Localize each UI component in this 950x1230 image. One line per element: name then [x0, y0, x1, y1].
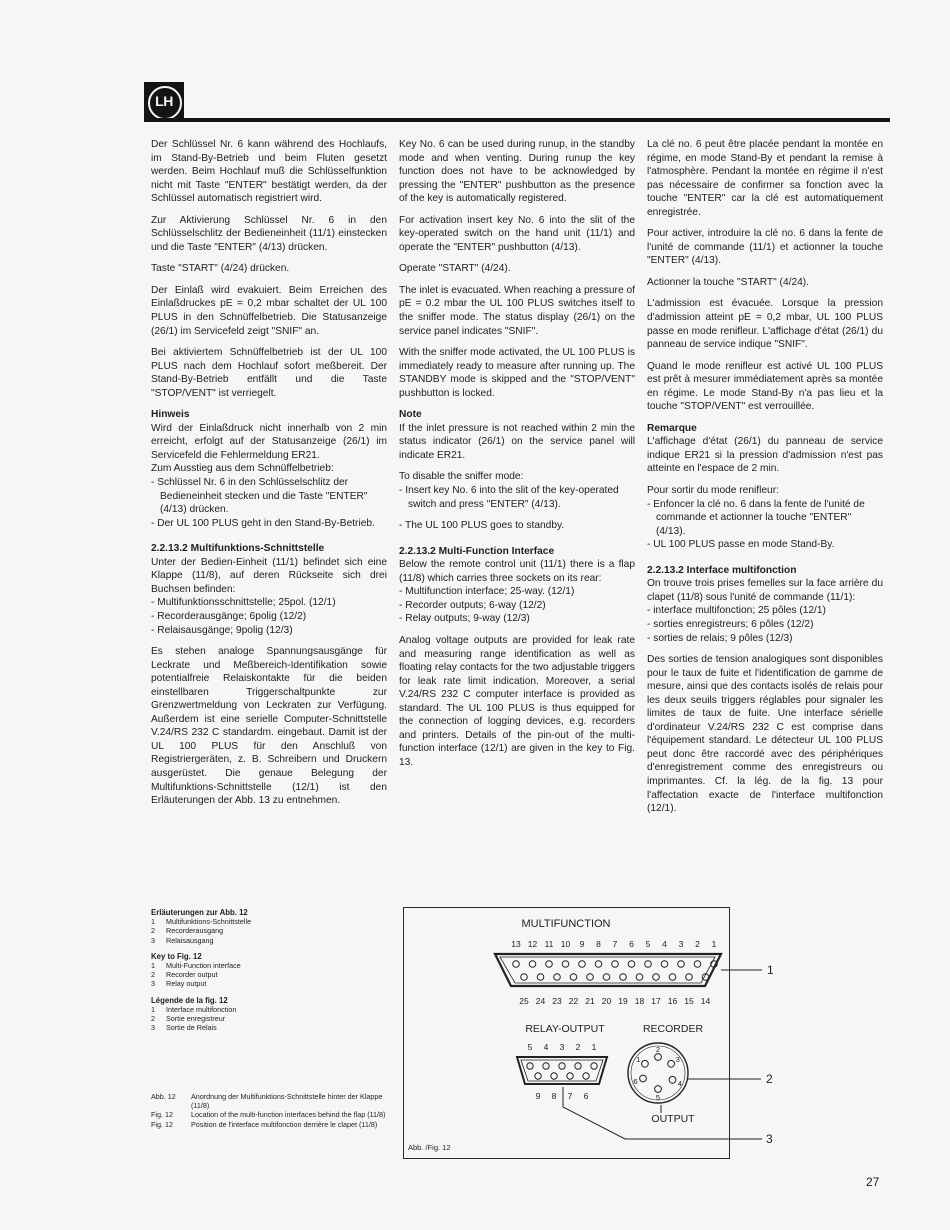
section-intro: On trouve trois prises femelles sur la face arrière du clapet (11/8) sous l'unité de commande (11/1):	[647, 578, 883, 603]
paragraph: La clé no. 6 peut être placée pendant la montée en régime, en mode Stand-By et pendant la remise à l'atmosphère. Pendant la montée en régime il n'est pas nécessaire de confirmer sa fonction avec la touche "ENTER" car la clé est automatiquement enregistrée.	[647, 139, 883, 218]
list-item: - interface multifonction; 25 pôles (12/1)	[647, 604, 883, 618]
column-english	[399, 138, 635, 777]
pin-label: 3	[675, 1055, 680, 1065]
legend-row	[151, 917, 391, 926]
legend-row	[151, 936, 391, 945]
list-item: - sorties enregistreurs; 6 pôles (12/2)	[647, 618, 883, 632]
pin-hole	[583, 1073, 589, 1079]
paragraph: Pour activer, introduire la clé no. 6 dans la fente de l'unité de commande (11/1) et actionner la touche "ENTER" (4/13).	[647, 228, 883, 267]
callout-1: 1	[767, 963, 774, 977]
pin-label: 14	[700, 996, 711, 1006]
figure-reference: Abb. /Fig. 12	[408, 1143, 451, 1152]
pin-label: 15	[684, 996, 694, 1006]
pin-hole	[620, 974, 627, 981]
multifunction-connector	[495, 954, 721, 986]
paragraph: Operate "START" (4/24).	[399, 263, 511, 275]
pin-hole	[537, 974, 544, 981]
section-intro: Below the remote control unit (11/1) there is a flap (11/8) which carries three sockets on its rear:	[399, 559, 635, 584]
pin-hole	[628, 961, 635, 968]
pin-hole	[655, 1086, 662, 1093]
legend-german	[151, 908, 391, 945]
pin-hole	[668, 1060, 675, 1067]
callout-3: 3	[766, 1132, 773, 1146]
pin-label: 19	[618, 996, 628, 1006]
legend-text: Recorder output	[166, 970, 218, 980]
section-title: 2.2.13.2 Interface multifonction	[647, 564, 797, 576]
note-text: Wird der Einlaßdruck nicht innerhalb von 2 min erreicht, erfolgt auf der Statusanzeige (26/1) im Servicefeld die Fehlermeldung ER21.	[151, 422, 387, 461]
legend-row	[151, 970, 391, 979]
pin-label: 12	[527, 939, 538, 949]
paragraph: With the sniffer mode activated, the UL 100 PLUS is immediately ready to measure after running up. The STANDBY mode is skipped and the "STOP/VENT" pushbutton is locked.	[399, 347, 635, 399]
pin-label: 2	[655, 1045, 661, 1054]
paragraph: For activation insert key No. 6 into the slit of the key-operated switch on the hand unit (11/1) and operate the "ENTER" pushbutton (4/13).	[399, 214, 635, 253]
pin-label: 5	[655, 1093, 661, 1102]
exit-list	[399, 484, 635, 533]
pin-label: 6	[633, 1077, 638, 1087]
note-title: Note	[399, 409, 422, 421]
multifunction-title: MULTIFUNCTION	[521, 918, 611, 930]
pin-label: 1	[711, 939, 717, 949]
list-item: - sorties de relais; 9 pôles (12/3)	[647, 632, 883, 646]
exit-list	[647, 498, 883, 552]
list-item: - Relay outputs; 9-way (12/3)	[399, 612, 635, 626]
pin-hole	[655, 1054, 662, 1061]
pin-hole	[653, 974, 660, 981]
legend-row	[151, 961, 391, 970]
note-title: Remarque	[647, 422, 697, 434]
pin-hole	[535, 1073, 541, 1079]
legend-text: Interface multifonction	[166, 1004, 237, 1014]
column-french	[647, 138, 883, 824]
caption-label: Abb. 12	[151, 1092, 176, 1101]
caption-label: Fig. 12	[151, 1119, 173, 1129]
pin-hole	[669, 974, 676, 981]
legend-text: Sortie de Relais	[166, 1023, 217, 1033]
legend-row	[151, 1005, 391, 1014]
legend-number: 1	[151, 961, 155, 971]
pin-hole	[559, 1063, 565, 1069]
paragraph: The inlet is evacuated. When reaching a pressure of pE = 0.2 mbar the UL 100 PLUS switches itself to the sniffer mode. The status display (26/1) on the service panel indicates "SNIF".	[399, 284, 635, 337]
pin-label: 3	[678, 939, 684, 949]
pin-label: 6	[583, 1091, 589, 1101]
legend-text: Multi-Function interface	[166, 961, 241, 971]
pin-hole	[575, 1063, 581, 1069]
caption-row	[151, 1092, 391, 1110]
pin-hole	[527, 1063, 533, 1069]
relay-output-title: RELAY-OUTPUT	[525, 1023, 605, 1035]
exit-list	[151, 476, 387, 530]
pin-hole	[554, 974, 561, 981]
legend-row	[151, 979, 391, 988]
legend-number: 3	[151, 1023, 155, 1033]
pin-label: 9	[535, 1091, 541, 1101]
figure-legend	[151, 908, 391, 1039]
pin-label: 20	[601, 996, 612, 1006]
pin-hole	[642, 1060, 649, 1067]
section-intro: Unter der Bedien-Einheit (11/1) befindet sich eine Klappe (11/8), auf deren Rückseite sich drei Buchsen befinden:	[151, 556, 387, 595]
pin-hole	[529, 961, 536, 968]
pin-label: 6	[629, 939, 634, 949]
pin-label: 25	[519, 996, 529, 1006]
paragraph: Es stehen analoge Spannungsausgänge für Leckrate und Meßbereich-Identifikation sowie potentialfreie Relaiskontakte für die beiden einstellbaren Triggerschaltpunkte zur Grenzwertmeldung von Leckraten zur Verfügung. Außerdem ist eine serielle Computer-Schnittstelle V.24/RS 232 C standardm. eingebaut. Damit ist der UL 100 PLUS für den Anschluß von Registriergeräten, z. B. Schreibern und Druckern ausgerüstet. Die genaue Belegung der Multifunktions-Schnittstelle (12/1) ist den Erläuterungen der Abb. 13 zu entnehmen.	[151, 646, 387, 807]
legend-french	[151, 996, 391, 1033]
paragraph: L'admission est évacuée. Lorsque la pression d'admission atteint pE = 0,2 mbar, UL 100 PLUS passe en mode renifleur. L'affichage d'état (26/1) du panneau de service indique "SNIF".	[647, 298, 883, 351]
legend-row	[151, 926, 391, 935]
pin-label: 4	[677, 1079, 682, 1089]
pin-label: 13	[511, 939, 521, 949]
exit-intro: To disable the sniffer mode:	[399, 471, 524, 483]
list-item: - Der UL 100 PLUS geht in den Stand-By-Betrieb.	[151, 517, 387, 531]
relay-connector	[517, 1057, 607, 1084]
legend-title: Erläuterungen zur Abb. 12	[151, 908, 248, 917]
pin-label: 5	[527, 1042, 533, 1052]
pin-hole	[570, 974, 577, 981]
pin-label: 18	[634, 996, 645, 1006]
paragraph: Des sorties de tension analogiques sont disponibles pour le taux de fuite et l'identification de gamme de mesure, ainsi que des contacts isolés de relais pour les deux seuils triggers réglables pour signaler les limites de taux de fuite. Une interface sérielle d'ordinateur V.24/RS 232 C est comprise dans l'équipement standard. Le détecteur UL 100 PLUS peut donc être raccordé avec des périphériques d'enregistrement comme des enregistreurs ou imprimantes. Cf. la lég. de la fig. 13 pour l'affectation exacte de l'interface multifonction (12/1).	[647, 654, 883, 815]
pin-hole	[562, 961, 569, 968]
pin-label: 3	[559, 1042, 565, 1052]
header-rule	[144, 118, 890, 122]
paragraph: Analog voltage outputs are provided for leak rate and measuring range identification as well as floating relay contacts for the two adjustable triggers for leak rate limit indication. Moreover, a serial V.24/RS 232 C computer interface is provided as standard. The UL 100 PLUS is thus equipped for the connection of logging devices, e.g. recorders and printers. Details of the pin-out of the multi-function interface (12/1) are given in the key to Fig. 13.	[399, 634, 635, 768]
pin-label: 8	[596, 939, 601, 949]
legend-text: Multifunktions-Schnittstelle	[166, 917, 252, 927]
section-title: 2.2.13.2 Multi-Function Interface	[399, 545, 555, 557]
relay-bottom-pin-labels	[536, 1091, 589, 1101]
pin-hole	[591, 1063, 597, 1069]
recorder-title: RECORDER	[642, 1023, 704, 1035]
pin-hole	[543, 1063, 549, 1069]
pin-hole	[694, 961, 701, 968]
legend-text: Recorderausgang	[166, 926, 224, 936]
pin-label: 5	[645, 939, 651, 949]
pin-hole	[521, 974, 528, 981]
socket-list	[647, 604, 883, 645]
pin-hole	[669, 1076, 676, 1083]
pin-label: 8	[551, 1091, 557, 1101]
pin-hole	[546, 961, 553, 968]
pin-hole	[595, 961, 602, 968]
pin-label: 11	[544, 939, 554, 949]
legend-text: Relaisausgang	[166, 935, 214, 945]
pin-hole	[603, 974, 610, 981]
pin-label: 16	[667, 996, 678, 1006]
exit-intro: Zum Ausstieg aus dem Schnüffelbetrieb:	[151, 463, 334, 475]
note-title: Hinweis	[151, 409, 190, 421]
legend-english	[151, 952, 391, 989]
logo-text: LH	[155, 93, 173, 109]
column-german	[151, 138, 387, 816]
legend-number: 3	[151, 979, 155, 989]
pin-label: 1	[636, 1055, 641, 1065]
paragraph: Quand le mode renifleur est activé UL 100 PLUS est prêt à mesurer immédiatement après sa montée en régime. Le mode Stand-By n'a pas lieu et la touche "STOP/VENT" est verrouillée.	[647, 360, 883, 413]
list-item: - Enfoncer la clé no. 6 dans la fente de l'unité de commande et actionner la touche "ENTER" (4/13).	[647, 498, 883, 539]
pin-hole	[612, 961, 619, 968]
pin-hole	[645, 961, 652, 968]
section-title: 2.2.13.2 Multifunktions-Schnittstelle	[151, 543, 325, 555]
paragraph: Actionner la touche "START" (4/24).	[647, 276, 810, 288]
relay-pins	[527, 1063, 597, 1079]
output-label: OUTPUT	[651, 1113, 695, 1125]
pin-label: 2	[575, 1042, 581, 1052]
paragraph: Zur Aktivierung Schlüssel Nr. 6 in den Schlüsselschlitz der Bedieneinheit (11/1) einstecken und die Taste "ENTER" (4/13) drücken.	[151, 214, 387, 253]
pin-hole	[551, 1073, 557, 1079]
pin-label: 1	[591, 1042, 597, 1052]
pin-label: 23	[552, 996, 562, 1006]
caption-row	[151, 1120, 391, 1129]
socket-list	[399, 585, 635, 626]
pin-hole	[636, 974, 643, 981]
pin-label: 7	[612, 939, 618, 949]
list-item: - Relaisausgänge; 9polig (12/3)	[151, 624, 387, 638]
pin-label: 4	[543, 1042, 549, 1052]
caption-text: Location of the multi-function interfaces behind the flap (11/8)	[191, 1110, 386, 1120]
callout-2: 2	[766, 1072, 773, 1086]
pin-hole	[640, 1075, 647, 1082]
pin-hole	[678, 961, 685, 968]
caption-text: Position de l'interface multifonction derrière le clapet (11/8)	[191, 1119, 378, 1129]
pin-label: 4	[662, 939, 667, 949]
socket-list	[151, 596, 387, 637]
legend-title: Key to Fig. 12	[151, 951, 202, 961]
legend-row	[151, 1014, 391, 1023]
legend-text: Sortie enregistreur	[166, 1014, 226, 1024]
relay-top-pin-labels	[528, 1042, 597, 1052]
list-item: - Recorderausgänge; 6polig (12/2)	[151, 610, 387, 624]
caption-row	[151, 1110, 391, 1119]
legend-title: Légende de la fig. 12	[151, 995, 228, 1005]
legend-number: 2	[151, 970, 155, 980]
note-text: If the inlet pressure is not reached within 2 min the status indicator (26/1) on the service panel will indicate ER21.	[399, 422, 635, 461]
exit-intro: Pour sortir du mode renifleur:	[647, 485, 779, 497]
multifunction-top-pin-labels	[511, 939, 716, 949]
pin-label: 2	[695, 939, 700, 949]
list-item: - The UL 100 PLUS goes to standby.	[399, 519, 635, 533]
pin-hole	[579, 961, 586, 968]
pin-label: 10	[560, 939, 571, 949]
paragraph: Der Einlaß wird evakuiert. Beim Erreichen des Einlaßdruckes pE = 0,2 mbar schaltet der UL 100 PLUS in den Schnüffelbetrieb. Die Statusanzeige (26/1) im Servicefeld zeigt "SNIF" an.	[151, 284, 387, 337]
pin-hole	[587, 974, 594, 981]
paragraph: Key No. 6 can be used during runup, in the standby mode and when venting. During runup the key function does not have to be acknowledged by pressing the "ENTER" pushbutton as the presence of the key is automatically registered.	[399, 139, 635, 205]
list-item: - Multifunktionsschnittstelle; 25pol. (12/1)	[151, 596, 387, 610]
multifunction-pins	[513, 961, 718, 981]
pin-label: 24	[535, 996, 546, 1006]
paragraph: Der Schlüssel Nr. 6 kann während des Hochlaufs, im Stand-By-Betrieb und beim Fluten gesetzt werden. Beim Hochlauf muß die Schlüsselfunktion nicht mit Taste "ENTER" bestätigt werden, da der Schlüssel automatisch registriert wird.	[151, 139, 387, 205]
pin-hole	[686, 974, 693, 981]
pin-hole	[567, 1073, 573, 1079]
figure-captions	[151, 1092, 391, 1129]
caption-label: Fig. 12	[151, 1110, 173, 1120]
pin-label: 17	[651, 996, 661, 1006]
list-item: - Insert key No. 6 into the slit of the key-operated switch and press "ENTER" (4/13).	[399, 484, 635, 511]
legend-number: 3	[151, 935, 155, 945]
legend-number: 2	[151, 1014, 155, 1024]
legend-number: 1	[151, 1004, 155, 1014]
pin-label: 7	[567, 1091, 573, 1101]
legend-number: 1	[151, 917, 155, 927]
pin-label: 9	[579, 939, 585, 949]
connector-diagram	[403, 907, 783, 1167]
multifunction-bottom-pin-labels	[519, 996, 710, 1006]
legend-text: Relay output	[166, 979, 207, 989]
paragraph: Bei aktiviertem Schnüffelbetrieb ist der UL 100 PLUS nach dem Hochlauf sofort meßbereit. Der Stand-By-Betrieb entfällt und die Taste "STOP/VENT" ist verriegelt.	[151, 347, 387, 399]
pin-hole	[513, 961, 520, 968]
list-item: - Multifunction interface; 25-way. (12/1)	[399, 585, 635, 599]
list-item: - Recorder outputs; 6-way (12/2)	[399, 599, 635, 613]
list-item: - Schlüssel Nr. 6 in den Schlüsselschlitz der Bedieneinheit stecken und die Taste "ENTER" (4/13) drücken.	[151, 476, 387, 517]
legend-row	[151, 1023, 391, 1032]
paragraph: Taste "START" (4/24) drücken.	[151, 263, 290, 275]
caption-text: Anordnung der Multifunktions-Schnittstelle hinter der Klappe (11/8)	[191, 1092, 383, 1111]
note-text: L'affichage d'état (26/1) du panneau de service indique ER21 si la pression d'admission n'est pas atteinte en l'espace de 2 min.	[647, 436, 883, 475]
pin-label: 22	[568, 996, 579, 1006]
legend-number: 2	[151, 926, 155, 936]
company-logo	[144, 82, 184, 122]
page-number: 27	[866, 1175, 880, 1189]
list-item: - UL 100 PLUS passe en mode Stand-By.	[647, 538, 883, 552]
pin-hole	[661, 961, 668, 968]
pin-label: 21	[585, 996, 595, 1006]
